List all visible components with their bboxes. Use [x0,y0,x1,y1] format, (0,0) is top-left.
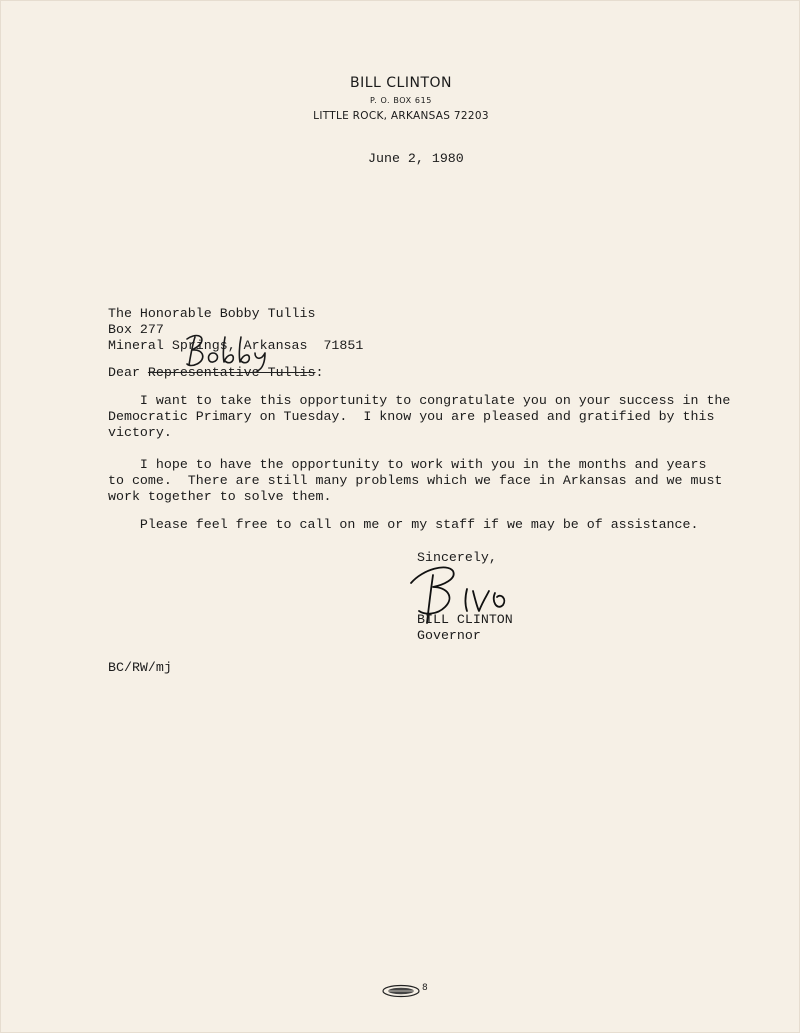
signer-name: BILL CLINTON [417,612,513,627]
body-paragraph-1: I want to take this opportunity to congratulate you on your success in the Democratic Primary on Tuesday. I know you are pleased and gratified by this victory. [108,393,731,440]
letterhead [1,75,800,122]
handwritten-bobby [181,331,281,373]
reference-initials: BC/RW/mj [108,660,172,675]
recipient-line-3: Mineral Springs, Arkansas 71851 [108,338,364,353]
union-bug-number: 8 [422,983,428,993]
letterhead-po-box: P. O. BOX 615 [370,96,432,105]
body-paragraph-3: Please feel free to call on me or my staff if we may be of assistance. [108,517,699,532]
recipient-line-1: The Honorable Bobby Tullis [108,306,316,321]
union-bug [381,984,445,1003]
closing: Sincerely, [417,550,497,565]
union-bug-icon [381,984,445,998]
signer-title: Governor [417,628,481,643]
salutation-struck-text: Representative Tullis [147,365,316,380]
letterhead-city: LITTLE ROCK, ARKANSAS 72203 [313,110,489,122]
salutation-suffix: : [315,365,324,380]
letter-date: June 2, 1980 [368,151,464,166]
letterhead-name: BILL CLINTON [349,75,452,91]
salutation-prefix: Dear [108,365,148,380]
body-paragraph-2: I hope to have the opportunity to work with you in the months and years to come. There are still many problems which we face in Arkansas and we must work together to solve them. [108,457,723,504]
recipient-line-2: Box 277 [108,322,164,337]
